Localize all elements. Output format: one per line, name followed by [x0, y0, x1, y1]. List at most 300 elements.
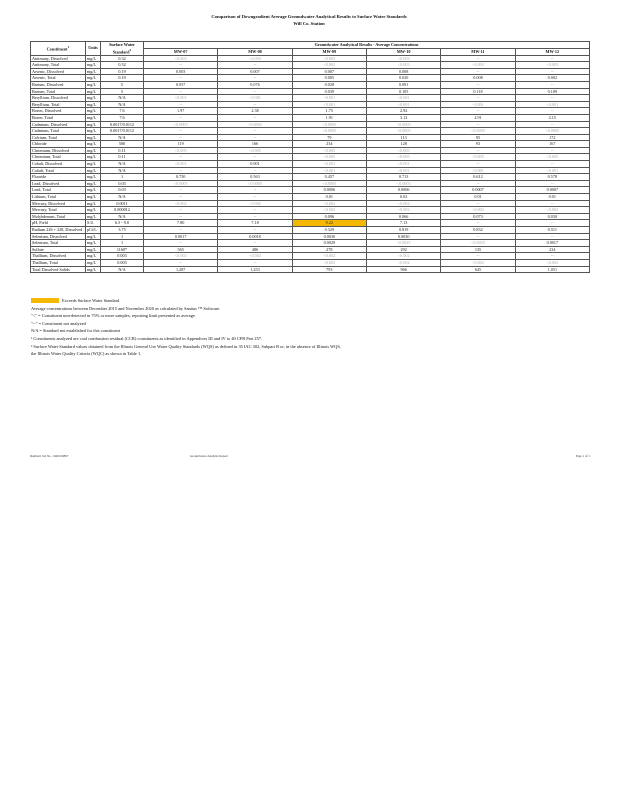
standard-cell: 1 — [101, 240, 144, 247]
result-cell: <0.002 — [441, 207, 515, 214]
result-cell: 0.0006 — [366, 187, 440, 194]
result-cell: -- — [144, 88, 218, 95]
result-cell: <0.001 — [144, 95, 218, 102]
document-title — [0, 13, 618, 27]
unit-cell: mg/L — [86, 55, 101, 62]
result-cell: <0.005 — [441, 154, 515, 161]
result-cell: 3.12 — [366, 114, 440, 121]
result-cell: <0.0005 — [515, 128, 589, 135]
standard-cell: 0.03 — [101, 187, 144, 194]
unit-cell: mg/L — [86, 141, 101, 148]
table-row — [31, 253, 590, 260]
result-cell: -- — [218, 227, 292, 234]
result-cell: <0.001 — [441, 101, 515, 108]
constituent-cell: Selenium, Dissolved — [31, 233, 86, 240]
result-cell: 0.819 — [366, 227, 440, 234]
result-cell: 167 — [515, 141, 589, 148]
result-cell: <0.001 — [366, 167, 440, 174]
constituent-cell: Arsenic, Total — [31, 75, 86, 82]
note-line: the Illinois Water Quality Criteria (WQC) as shown in Table 1. — [31, 351, 142, 357]
result-cell: 0.457 — [292, 174, 366, 181]
constituent-cell: Thallium, Total — [31, 259, 86, 266]
standard-cell: 7.6 — [101, 108, 144, 115]
note-line: Average concentrations between December 2015 and November 2020 as calculated by Sanitas ™ Software. — [31, 305, 221, 311]
result-cell: <0.0005 — [218, 121, 292, 128]
result-cell: -- — [218, 154, 292, 161]
results-table — [30, 41, 590, 273]
constituent-cell: Barium, Dissolved — [31, 81, 86, 88]
constituent-cell: Beryllium, Dissolved — [31, 95, 86, 102]
result-cell: -- — [441, 147, 515, 154]
result-cell: <0.0005 — [366, 180, 440, 187]
result-cell: <0.003 — [292, 62, 366, 69]
result-cell: <0.0005 — [366, 121, 440, 128]
table-row — [31, 75, 590, 82]
standard-cell: 1160* — [101, 246, 144, 253]
result-cell: 486 — [218, 246, 292, 253]
result-cell: 93 — [441, 141, 515, 148]
legend — [31, 297, 571, 305]
result-cell: 0.01 — [292, 194, 366, 201]
standard-cell: 1 — [101, 233, 144, 240]
result-cell: -- — [441, 81, 515, 88]
table-row — [31, 180, 590, 187]
result-cell: -- — [144, 167, 218, 174]
result-cell: <0.002 — [144, 200, 218, 207]
result-cell: -- — [515, 108, 589, 115]
header-well: MW-07 — [144, 48, 218, 55]
unit-cell: mg/L — [86, 81, 101, 88]
table-row — [31, 101, 590, 108]
result-cell: -- — [515, 147, 589, 154]
result-cell: 0.118 — [441, 88, 515, 95]
unit-cell: mg/L — [86, 259, 101, 266]
note-line: ¹ Constituents analyzed are coal combustion residual (CCR) constituents as identified in Appendices III and IV to 40 CFR Part 257. — [31, 335, 263, 341]
result-cell: -- — [144, 114, 218, 121]
result-cell: 0.329 — [292, 227, 366, 234]
result-cell: <0.0005 — [144, 121, 218, 128]
result-cell: -- — [441, 95, 515, 102]
result-cell: <0.002 — [515, 207, 589, 214]
table-row — [31, 161, 590, 168]
result-cell: 1,051 — [515, 266, 589, 273]
standard-cell: N/A — [101, 266, 144, 273]
result-cell: 793 — [292, 266, 366, 273]
result-cell: -- — [218, 62, 292, 69]
result-cell: <0.003 — [144, 55, 218, 62]
footer-page-number: Page 1 of 1 — [575, 454, 590, 458]
header-constituent: Constituent$^1$ — [31, 42, 86, 56]
result-cell: 0.0018 — [218, 233, 292, 240]
result-cell: 0.057 — [144, 81, 218, 88]
result-cell: <0.001 — [292, 95, 366, 102]
table-row — [31, 187, 590, 194]
table-row — [31, 194, 590, 201]
result-cell: 234 — [292, 141, 366, 148]
result-cell: 79 — [292, 134, 366, 141]
table-row — [31, 121, 590, 128]
result-cell: -- — [441, 121, 515, 128]
result-cell: -- — [144, 213, 218, 220]
result-cell: -- — [515, 81, 589, 88]
result-cell: 172 — [515, 134, 589, 141]
result-cell: 166 — [218, 141, 292, 148]
result-cell: 278 — [292, 246, 366, 253]
table-row — [31, 141, 590, 148]
constituent-cell: Boron, Total — [31, 114, 86, 121]
notes-section — [31, 297, 571, 358]
unit-cell: mg/L — [86, 114, 101, 121]
result-cell: 0.073 — [441, 213, 515, 220]
constituent-cell: Lead, Total — [31, 187, 86, 194]
result-cell: <0.002 — [292, 207, 366, 214]
standard-cell: N/A — [101, 213, 144, 220]
result-cell: <0.002 — [366, 253, 440, 260]
constituent-cell: Molybdenum, Total — [31, 213, 86, 220]
result-cell: 0.750 — [144, 174, 218, 181]
standard-cell: N/A — [101, 167, 144, 174]
unit-cell: pCi/L — [86, 227, 101, 234]
result-cell: 0.578 — [515, 174, 589, 181]
unit-cell: mg/L — [86, 200, 101, 207]
table-row — [31, 240, 590, 247]
result-cell: 0.02 — [366, 194, 440, 201]
result-cell: 2.92 — [366, 108, 440, 115]
result-cell: 0.01 — [441, 194, 515, 201]
result-cell: 1.91 — [292, 114, 366, 121]
note-line: N/A = Standard not established for this constituent — [31, 328, 120, 334]
constituent-cell: Mercury, Total — [31, 207, 86, 214]
unit-cell: S.U. — [86, 220, 101, 227]
table-row — [31, 88, 590, 95]
result-cell: 1.75 — [292, 108, 366, 115]
result-cell: 0.007 — [218, 68, 292, 75]
result-cell: 0.563 — [218, 174, 292, 181]
constituent-cell: Sulfate — [31, 246, 86, 253]
result-cell: 0.0007 — [441, 187, 515, 194]
result-cell: 7.80 — [144, 220, 218, 227]
result-cell: -- — [144, 101, 218, 108]
unit-cell: mg/L — [86, 134, 101, 141]
result-cell: <0.003 — [441, 62, 515, 69]
constituent-cell: Arsenic, Dissolved — [31, 68, 86, 75]
result-cell: 0.105 — [366, 88, 440, 95]
result-cell: <0.0005 — [441, 128, 515, 135]
header-well: MW-12 — [515, 48, 589, 55]
standard-cell: 0.19 — [101, 68, 144, 75]
result-cell: 113 — [366, 134, 440, 141]
unit-cell: mg/L — [86, 233, 101, 240]
constituent-cell: Chromium, Total — [31, 154, 86, 161]
result-cell: 0.0017 — [144, 233, 218, 240]
constituent-cell: Thallium, Dissolved — [31, 253, 86, 260]
unit-cell: mg/L — [86, 75, 101, 82]
standard-cell: N/A — [101, 161, 144, 168]
legend-label: Exceeds Surface Water Standard — [62, 298, 120, 303]
result-cell: 7.18 — [218, 220, 292, 227]
standard-cell: N/A — [101, 134, 144, 141]
result-cell: -- — [218, 194, 292, 201]
unit-cell: mg/L — [86, 101, 101, 108]
result-cell: <0.002 — [515, 259, 589, 266]
unit-cell: mg/L — [86, 194, 101, 201]
result-cell: <0.005 — [218, 147, 292, 154]
result-cell: <0.001 — [515, 167, 589, 174]
result-cell: 0.109 — [515, 88, 589, 95]
result-cell: -- — [515, 121, 589, 128]
table-row — [31, 233, 590, 240]
result-cell: <0.002 — [292, 253, 366, 260]
result-cell: <0.002 — [366, 200, 440, 207]
result-cell: <0.001 — [292, 161, 366, 168]
result-cell: -- — [515, 161, 589, 168]
result-cell: 966 — [366, 266, 440, 273]
title-line-2: Will Co. Station — [293, 21, 325, 26]
unit-cell: mg/L — [86, 266, 101, 273]
result-cell: <0.001 — [366, 161, 440, 168]
table-row — [31, 128, 590, 135]
result-cell: 0.008 — [441, 75, 515, 82]
result-cell: -- — [144, 207, 218, 214]
constituent-cell: Chloride — [31, 141, 86, 148]
result-cell: 95 — [441, 134, 515, 141]
standard-cell: N/A — [101, 95, 144, 102]
unit-cell: mg/L — [86, 62, 101, 69]
result-cell: 1,253 — [218, 266, 292, 273]
result-cell: 292 — [366, 246, 440, 253]
result-cell: 0.0007 — [515, 187, 589, 194]
table-row — [31, 147, 590, 154]
result-cell: -- — [218, 128, 292, 135]
result-cell: <0.003 — [366, 55, 440, 62]
result-cell: <0.002 — [292, 259, 366, 266]
table-row — [31, 200, 590, 207]
standard-cell: 6.5 - 9.0 — [101, 220, 144, 227]
constituent-cell: Barium, Total — [31, 88, 86, 95]
table-row — [31, 134, 590, 141]
result-cell: <0.0005 — [292, 121, 366, 128]
result-cell: 645 — [441, 266, 515, 273]
result-cell: -- — [218, 114, 292, 121]
result-cell: <0.005 — [292, 154, 366, 161]
unit-cell: mg/L — [86, 187, 101, 194]
result-cell: 0.0030 — [366, 233, 440, 240]
constituent-cell: Antimony, Total — [31, 62, 86, 69]
standard-cell: 0.0017/0.0112 — [101, 121, 144, 128]
result-cell: 119 — [144, 141, 218, 148]
unit-cell: mg/L — [86, 121, 101, 128]
constituent-cell: Total Dissolved Solids — [31, 266, 86, 273]
table-row — [31, 220, 590, 227]
result-cell: 0.003 — [144, 68, 218, 75]
constituent-cell: Boron, Dissolved — [31, 108, 86, 115]
result-cell: 7.13 — [366, 220, 440, 227]
result-cell: <0.001 — [292, 167, 366, 174]
header-group: Groundwater Analytical Results - Average Concentrations — [144, 42, 590, 49]
standard-cell: 0.11 — [101, 147, 144, 154]
result-cell: <0.002 — [218, 253, 292, 260]
result-cell: 0.001 — [218, 161, 292, 168]
result-cell: -- — [144, 227, 218, 234]
result-cell: -- — [218, 167, 292, 174]
result-cell: -- — [441, 200, 515, 207]
unit-cell: mg/L — [86, 154, 101, 161]
result-cell: -- — [144, 187, 218, 194]
standard-cell: N/A — [101, 194, 144, 201]
result-cell: <0.0005 — [144, 180, 218, 187]
unit-cell: mg/L — [86, 240, 101, 247]
result-cell: -- — [218, 240, 292, 247]
constituent-cell: Cobalt, Dissolved — [31, 161, 86, 168]
result-cell: 135 — [441, 246, 515, 253]
result-cell: <0.003 — [292, 55, 366, 62]
result-cell: <0.001 — [441, 167, 515, 174]
result-cell: -- — [144, 134, 218, 141]
standard-cell: 7.6 — [101, 114, 144, 121]
standard-cell: 500 — [101, 141, 144, 148]
result-cell: <0.005 — [366, 147, 440, 154]
result-cell: -- — [441, 253, 515, 260]
result-cell: 0.002 — [515, 75, 589, 82]
unit-cell: mg/L — [86, 180, 101, 187]
result-cell: 2.91 — [441, 114, 515, 121]
result-cell: -- — [515, 95, 589, 102]
result-cell: -- — [144, 75, 218, 82]
table-row — [31, 81, 590, 88]
result-cell: 0.511 — [515, 227, 589, 234]
unit-cell: mg/L — [86, 108, 101, 115]
table-row — [31, 95, 590, 102]
constituent-cell: Mercury, Dissolved — [31, 200, 86, 207]
constituent-cell: Calcium, Total — [31, 134, 86, 141]
unit-cell: mg/L — [86, 253, 101, 260]
result-cell: <0.003 — [515, 62, 589, 69]
standard-cell: 0.03 — [101, 180, 144, 187]
constituent-cell: Beryllium, Total — [31, 101, 86, 108]
table-row — [31, 266, 590, 273]
result-cell: -- — [218, 187, 292, 194]
result-cell: <0.001 — [366, 95, 440, 102]
result-cell: 0.076 — [218, 81, 292, 88]
footer-report-name: Groundwater Analysis Report — [190, 454, 229, 458]
result-cell: -- — [515, 200, 589, 207]
result-cell: -- — [441, 68, 515, 75]
result-cell: <0.001 — [292, 101, 366, 108]
result-cell: 1,287 — [144, 266, 218, 273]
result-cell: <0.0005 — [366, 128, 440, 135]
result-cell: 0.01 — [515, 194, 589, 201]
standard-cell: 0.11 — [101, 154, 144, 161]
result-cell: 0.030 — [515, 213, 589, 220]
result-cell: <0.005 — [366, 154, 440, 161]
constituent-cell: Radium 226 + 228, Dissolved — [31, 227, 86, 234]
result-cell: <0.001 — [366, 101, 440, 108]
result-cell: -- — [441, 108, 515, 115]
unit-cell: mg/L — [86, 213, 101, 220]
result-cell: 2.15 — [515, 114, 589, 121]
constituent-cell: Chromium, Dissolved — [31, 147, 86, 154]
result-cell: 0.091 — [366, 81, 440, 88]
standard-cell: N/A — [101, 101, 144, 108]
result-cell: -- — [218, 101, 292, 108]
constituent-cell: Lead, Dissolved — [31, 180, 86, 187]
result-cell: 0.713 — [366, 174, 440, 181]
result-cell: -- — [441, 180, 515, 187]
table-row — [31, 68, 590, 75]
unit-cell: mg/L — [86, 128, 101, 135]
result-cell: 0.612 — [441, 174, 515, 181]
table-row — [31, 174, 590, 181]
result-cell: 0.0017 — [515, 240, 589, 247]
header-units: Units — [86, 42, 101, 56]
standard-cell: 3.75 — [101, 227, 144, 234]
result-cell: <0.0025 — [441, 240, 515, 247]
note-line: "<" = Constituent non-detected in 75% or more samples; reporting limit presented as average. — [31, 313, 196, 319]
result-cell: -- — [218, 134, 292, 141]
result-cell: 1.97 — [144, 108, 218, 115]
result-cell: -- — [515, 253, 589, 260]
unit-cell: mg/L — [86, 246, 101, 253]
result-cell: <0.0005 — [218, 180, 292, 187]
standard-cell: 0.0011 — [101, 200, 144, 207]
unit-cell: mg/L — [86, 161, 101, 168]
result-cell: -- — [441, 55, 515, 62]
result-cell: 0.832 — [441, 227, 515, 234]
result-cell: 0.066 — [366, 213, 440, 220]
result-cell: <0.002 — [441, 259, 515, 266]
result-cell: <0.005 — [292, 147, 366, 154]
result-cell: 0.005 — [292, 75, 366, 82]
table-row — [31, 108, 590, 115]
table-row — [31, 154, 590, 161]
constituent-cell: Cadmium, Total — [31, 128, 86, 135]
result-cell: 234 — [515, 246, 589, 253]
exceedance-swatch — [31, 298, 59, 303]
result-cell: <0.002 — [218, 200, 292, 207]
note-line: "--" = Constituent not analyzed — [31, 320, 86, 326]
result-cell: 565 — [144, 246, 218, 253]
unit-cell: mg/L — [86, 147, 101, 154]
result-cell: -- — [218, 213, 292, 220]
result-cell: 0.039 — [292, 88, 366, 95]
unit-cell: mg/L — [86, 68, 101, 75]
standard-cell: 0.0017/0.0112 — [101, 128, 144, 135]
result-cell: <0.0005 — [292, 180, 366, 187]
constituent-cell: Selenium, Total — [31, 240, 86, 247]
result-cell: 0.0030 — [292, 233, 366, 240]
result-cell: -- — [441, 233, 515, 240]
result-cell: <0.003 — [366, 62, 440, 69]
result-cell: -- — [515, 68, 589, 75]
result-cell: -- — [144, 62, 218, 69]
title-line-1: Comparison of Downgradient Average Groundwater Analytical Results to Surface Water Standards — [211, 14, 407, 19]
result-cell: <0.001 — [218, 95, 292, 102]
header-well: MW-09 — [292, 48, 366, 55]
result-cell: 0.0029 — [292, 240, 366, 247]
result-cell: <0.002 — [292, 200, 366, 207]
constituent-cell: Fluoride — [31, 174, 86, 181]
result-cell: <0.0025 — [366, 240, 440, 247]
standard-cell: 5 — [101, 81, 144, 88]
standard-cell: 0.003 — [101, 253, 144, 260]
header-well: MW-08 — [218, 48, 292, 55]
result-cell: 9.22 — [292, 220, 366, 227]
result-cell: -- — [144, 128, 218, 135]
table-row — [31, 213, 590, 220]
result-cell: 0.096 — [292, 213, 366, 220]
unit-cell: mg/L — [86, 95, 101, 102]
table-row — [31, 167, 590, 174]
